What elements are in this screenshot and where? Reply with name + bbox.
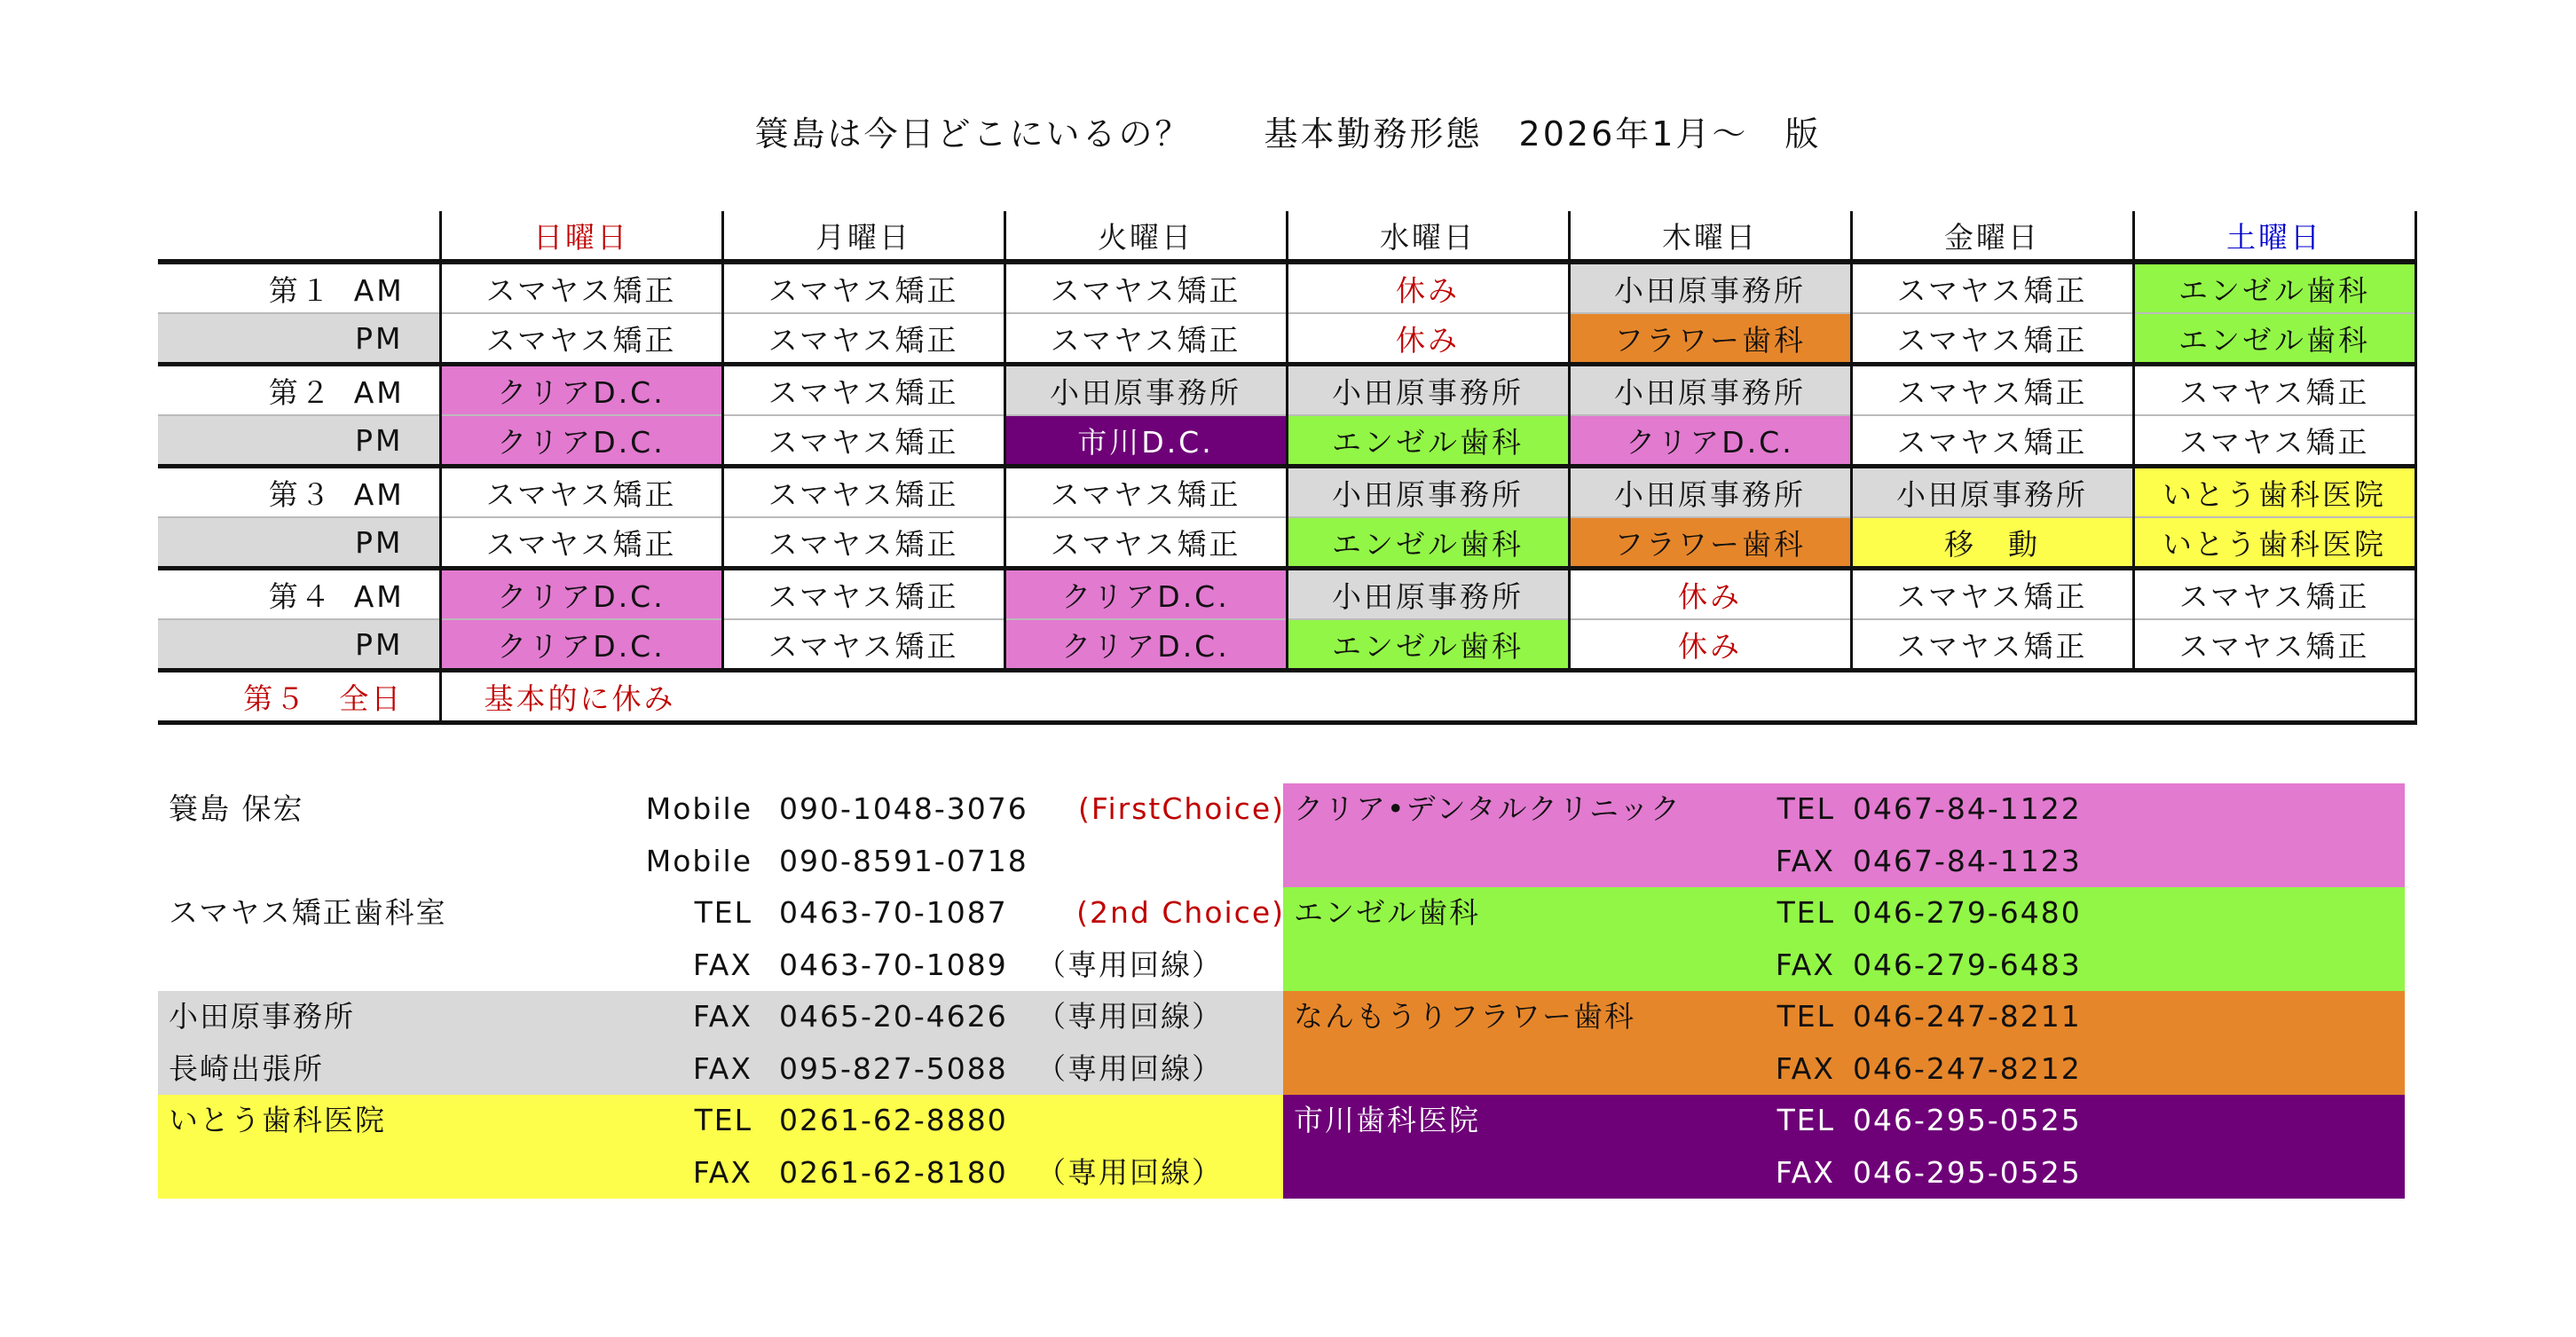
- schedule-cell: いとう歯科医院: [2133, 517, 2415, 569]
- schedule-cell: 休み: [1287, 262, 1569, 313]
- contact-number: 046-279-6480: [1853, 895, 2082, 930]
- schedule-cell: スマヤス矯正: [722, 415, 1004, 467]
- day-header: 水曜日: [1287, 211, 1569, 262]
- schedule-cell: フラワー歯科: [1569, 313, 1851, 365]
- am-label: AM: [353, 272, 405, 308]
- contact-name: なんもうりフラワー歯科: [1294, 999, 1635, 1034]
- contact-type: Mobile: [645, 843, 752, 878]
- schedule-cell: スマヤス矯正: [722, 313, 1004, 365]
- schedule-cell: スマヤス矯正: [1004, 467, 1287, 518]
- contact-type: FAX: [1775, 1154, 1835, 1190]
- schedule-cell: 市川D.C.: [1004, 415, 1287, 467]
- schedule-cell: スマヤス矯正: [1004, 262, 1287, 313]
- contact-type: TEL: [694, 1103, 752, 1137]
- contact-note: (FirstChoice): [1078, 791, 1285, 826]
- contact-number: 090-1048-3076: [779, 791, 1028, 826]
- pm-label: PM: [355, 626, 404, 662]
- schedule-cell: 小田原事務所: [1851, 467, 2133, 518]
- contact-type: TEL: [1776, 999, 1835, 1034]
- week-label: 第４: [268, 578, 333, 614]
- schedule-cell: スマヤス矯正: [2133, 415, 2415, 467]
- schedule-cell: 小田原事務所: [1569, 365, 1851, 416]
- schedule-cell: エンゼル歯科: [1287, 415, 1569, 467]
- contact-type: FAX: [692, 999, 752, 1034]
- schedule-cell: クリアD.C.: [440, 365, 722, 416]
- schedule-cell: クリアD.C.: [1004, 619, 1287, 671]
- pm-label: PM: [355, 524, 404, 560]
- schedule-cell: スマヤス矯正: [1851, 365, 2133, 416]
- schedule-cell: スマヤス矯正: [722, 262, 1004, 313]
- schedule-cell: スマヤス矯正: [722, 517, 1004, 569]
- schedule-cell: スマヤス矯正: [722, 467, 1004, 518]
- schedule-cell: エンゼル歯科: [1287, 619, 1569, 671]
- am-label: AM: [353, 578, 405, 614]
- week-slot-label: [158, 517, 440, 569]
- schedule-cell: スマヤス矯正: [1851, 262, 2133, 313]
- contact-number: 0463-70-1087: [779, 895, 1008, 930]
- schedule-cell: スマヤス矯正: [2133, 569, 2415, 620]
- contact-type: FAX: [692, 1050, 752, 1086]
- contact-type: TEL: [1776, 1103, 1835, 1137]
- schedule-cell: スマヤス矯正: [1851, 569, 2133, 620]
- schedule-cell: スマヤス矯正: [2133, 365, 2415, 416]
- week-label: 第２: [268, 374, 333, 410]
- header-corner: [158, 211, 440, 262]
- contact-name: 簑島 保宏: [169, 791, 304, 826]
- contact-number: 046-295-0525: [1853, 1103, 2082, 1137]
- am-label: AM: [353, 476, 405, 512]
- contact-number: 046-247-8212: [1853, 1050, 2082, 1086]
- contact-type: TEL: [694, 895, 752, 930]
- contact-name: 長崎出張所: [169, 1050, 324, 1086]
- contact-type: FAX: [692, 947, 752, 982]
- schedule-cell: スマヤス矯正: [440, 467, 722, 518]
- schedule-cell: クリアD.C.: [440, 569, 722, 620]
- week-slot-label: [158, 313, 440, 365]
- contact-list: [158, 783, 2405, 1200]
- contact-note: （専用回線）: [1036, 999, 1223, 1034]
- contact-type: FAX: [1775, 947, 1835, 982]
- contact-number: 0467-84-1122: [1853, 791, 2082, 826]
- week-slot-label: [158, 467, 440, 518]
- week-slot-label: [158, 262, 440, 313]
- schedule-cell: エンゼル歯科: [2133, 313, 2415, 365]
- contact-number: 0467-84-1123: [1853, 843, 2082, 878]
- schedule-cell: スマヤス矯正: [722, 365, 1004, 416]
- schedule-cell: スマヤス矯正: [440, 262, 722, 313]
- contact-type: TEL: [1776, 895, 1835, 930]
- contact-note: (2nd Choice): [1076, 895, 1285, 930]
- schedule-cell: 小田原事務所: [1004, 365, 1287, 416]
- schedule-cell: 休み: [1569, 569, 1851, 620]
- schedule-cell: スマヤス矯正: [440, 313, 722, 365]
- contact-name: いとう歯科医院: [169, 1103, 386, 1137]
- week-slot-label: [158, 365, 440, 416]
- contact-number: 0261-62-8180: [779, 1154, 1008, 1190]
- pm-label: PM: [355, 320, 404, 356]
- schedule-cell: 休み: [1569, 619, 1851, 671]
- am-label: AM: [353, 374, 405, 410]
- contact-number: 0261-62-8880: [779, 1103, 1008, 1137]
- schedule-cell: スマヤス矯正: [1004, 517, 1287, 569]
- contact-name: 市川歯科医院: [1294, 1103, 1480, 1137]
- schedule-cell: クリアD.C.: [1569, 415, 1851, 467]
- contact-number: 095-827-5088: [779, 1050, 1008, 1086]
- day-header: 月曜日: [722, 211, 1004, 262]
- pm-label: PM: [355, 422, 404, 458]
- schedule-cell: スマヤス矯正: [722, 569, 1004, 620]
- contact-type: FAX: [1775, 843, 1835, 878]
- week-slot-label: [158, 415, 440, 467]
- contact-number: 046-247-8211: [1853, 999, 2082, 1034]
- week5-label: 第５ 全日: [158, 671, 440, 723]
- schedule-cell: クリアD.C.: [440, 619, 722, 671]
- contact-name: スマヤス矯正歯科室: [169, 895, 447, 930]
- contact-number: 0465-20-4626: [779, 999, 1008, 1034]
- day-header: 火曜日: [1004, 211, 1287, 262]
- contact-number: 046-279-6483: [1853, 947, 2082, 982]
- week-slot-label: [158, 569, 440, 620]
- schedule-cell: スマヤス矯正: [1004, 313, 1287, 365]
- schedule-cell: 小田原事務所: [1287, 365, 1569, 416]
- schedule-cell: 小田原事務所: [1569, 262, 1851, 313]
- contact-number: 090-8591-0718: [779, 843, 1028, 878]
- schedule-cell: 小田原事務所: [1569, 467, 1851, 518]
- schedule-cell: エンゼル歯科: [2133, 262, 2415, 313]
- week-slot-label: [158, 619, 440, 671]
- contact-name: 小田原事務所: [169, 999, 355, 1034]
- contact-type: FAX: [1775, 1050, 1835, 1086]
- contact-number: 0463-70-1089: [779, 947, 1008, 982]
- contact-type: TEL: [1776, 791, 1835, 826]
- contact-name: クリア•デンタルクリニック: [1294, 791, 1682, 826]
- schedule-cell: クリアD.C.: [1004, 569, 1287, 620]
- schedule-cell: スマヤス矯正: [722, 619, 1004, 671]
- week5-note: 基本的に休み: [440, 671, 2415, 723]
- schedule-cell: フラワー歯科: [1569, 517, 1851, 569]
- week-label: 第３: [268, 476, 333, 512]
- day-header: 金曜日: [1851, 211, 2133, 262]
- week-label: 第１: [268, 272, 333, 308]
- page-title: 簑島は今日どこにいるの？ 基本勤務形態 2026年1月～ 版: [754, 114, 1822, 153]
- day-header: 土曜日: [2133, 211, 2415, 262]
- schedule-cell: スマヤス矯正: [1851, 415, 2133, 467]
- schedule-cell: 小田原事務所: [1287, 569, 1569, 620]
- weekly-schedule-table: [158, 211, 2417, 725]
- schedule-cell: スマヤス矯正: [2133, 619, 2415, 671]
- schedule-cell: スマヤス矯正: [440, 517, 722, 569]
- day-header: 木曜日: [1569, 211, 1851, 262]
- schedule-cell: 移 動: [1851, 517, 2133, 569]
- schedule-cell: いとう歯科医院: [2133, 467, 2415, 518]
- contact-note: （専用回線）: [1036, 1154, 1223, 1190]
- contact-type: Mobile: [645, 791, 752, 826]
- schedule-cell: エンゼル歯科: [1287, 517, 1569, 569]
- schedule-cell: クリアD.C.: [440, 415, 722, 467]
- contact-number: 046-295-0525: [1853, 1154, 2082, 1190]
- day-header: 日曜日: [440, 211, 722, 262]
- schedule-cell: スマヤス矯正: [1851, 619, 2133, 671]
- contact-type: FAX: [692, 1154, 752, 1190]
- schedule-cell: スマヤス矯正: [1851, 313, 2133, 365]
- contact-note: （専用回線）: [1036, 1050, 1223, 1086]
- contact-name: エンゼル歯科: [1294, 895, 1480, 930]
- schedule-cell: 小田原事務所: [1287, 467, 1569, 518]
- contact-note: （専用回線）: [1036, 947, 1223, 982]
- schedule-cell: 休み: [1287, 313, 1569, 365]
